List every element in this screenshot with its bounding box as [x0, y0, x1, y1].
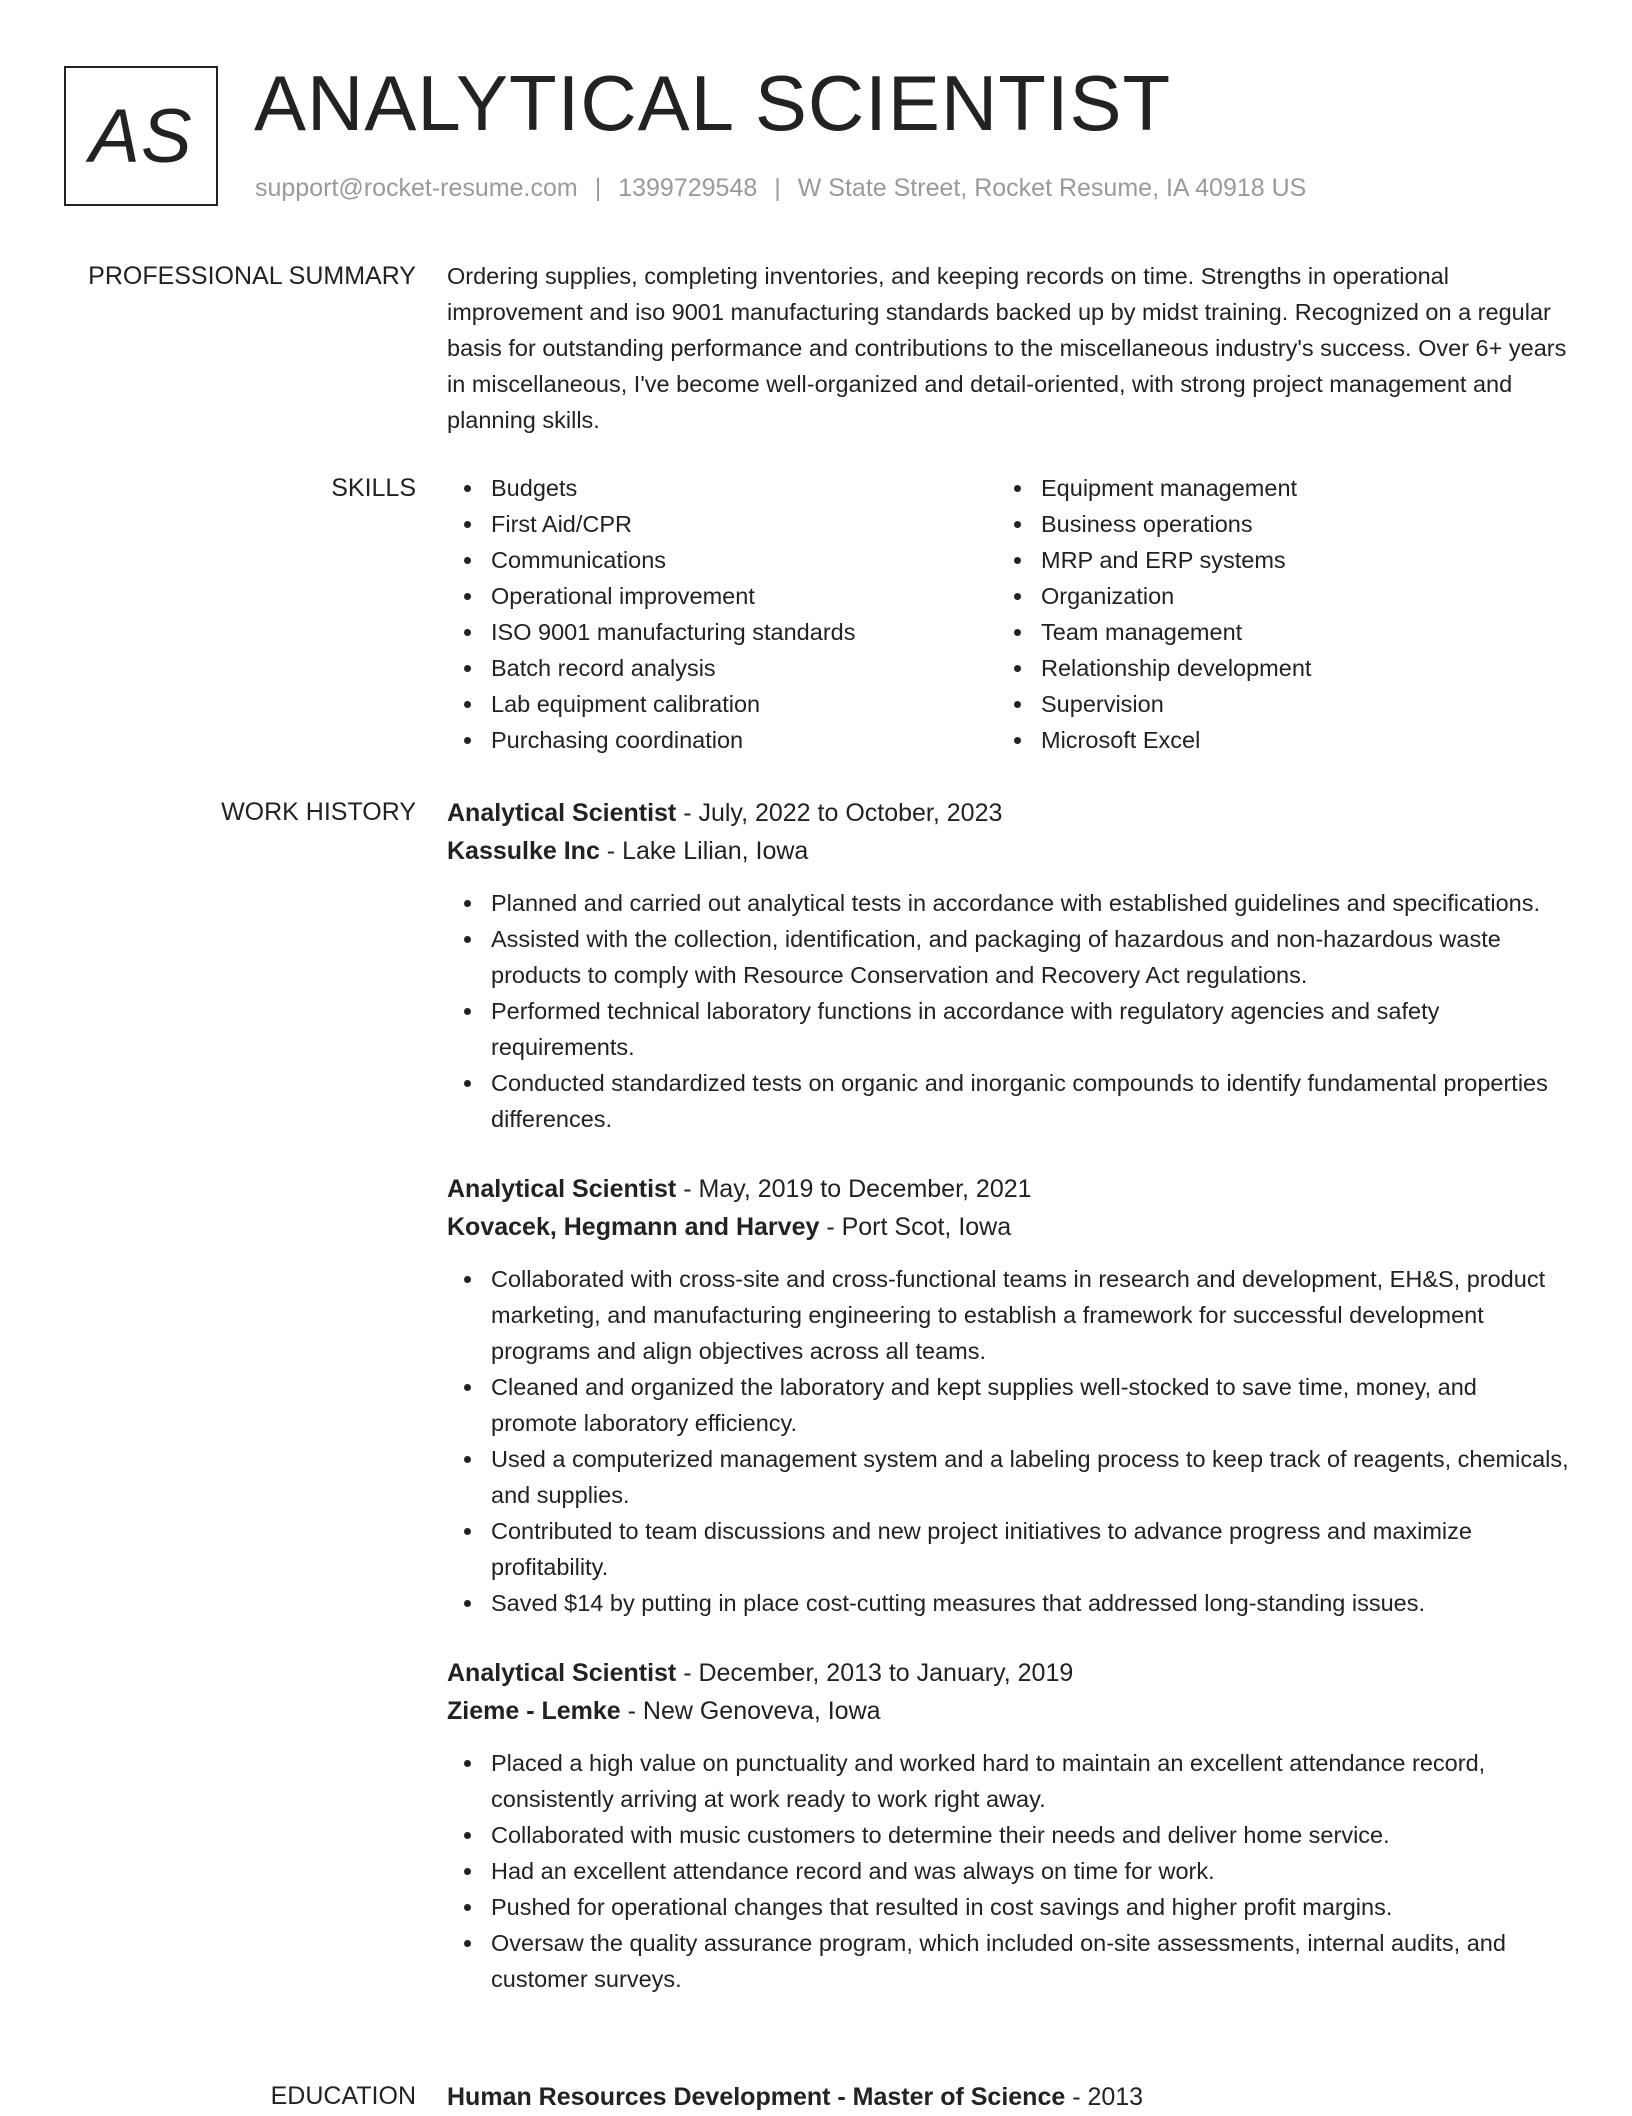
job-bullet: Planned and carried out analytical tests in accordance with established guidelines and specifications.: [447, 885, 1569, 921]
skills-heading: SKILLS: [331, 474, 416, 502]
job-company-line: [447, 1208, 1569, 1246]
skill-item: MRP and ERP systems: [997, 542, 1547, 578]
skill-item: Organization: [997, 578, 1547, 614]
job-bullet: Oversaw the quality assurance program, which included on-site assessments, internal audits, and customer surveys.: [447, 1925, 1569, 1997]
education-year: - 2013: [1065, 2083, 1144, 2111]
job-title: Analytical Scientist: [447, 799, 677, 827]
job-location: - Lake Lilian, Iowa: [599, 837, 809, 865]
skills-list-left: [447, 470, 997, 758]
job-entry: [447, 1170, 1569, 1621]
job-bullet: Cleaned and organized the laboratory and kept supplies well-stocked to save time, money, and promote laboratory efficiency.: [447, 1369, 1569, 1441]
job-bullets: [447, 1745, 1569, 1997]
summary-body: [447, 258, 1569, 438]
skill-item: Supervision: [997, 686, 1547, 722]
skill-item: First Aid/CPR: [447, 506, 997, 542]
skills-list-right: [997, 470, 1547, 758]
job-company: Kovacek, Hegmann and Harvey: [447, 1213, 820, 1241]
skill-item: Communications: [447, 542, 997, 578]
job-company: Kassulke Inc: [447, 837, 600, 865]
job-bullet: Contributed to team discussions and new project initiatives to advance progress and maximize profitability.: [447, 1513, 1569, 1585]
skill-item: Budgets: [447, 470, 997, 506]
job-title-line: [447, 1170, 1569, 1208]
job-bullet: Pushed for operational changes that resulted in cost savings and higher profit margins.: [447, 1889, 1569, 1925]
job-bullet: Collaborated with music customers to determine their needs and deliver home service.: [447, 1817, 1569, 1853]
job-bullets: [447, 1261, 1569, 1621]
resume-title: ANALYTICAL SCIENTIST: [254, 59, 1172, 147]
job-company: Zieme - Lemke: [447, 1697, 621, 1725]
job-bullet: Assisted with the collection, identification, and packaging of hazardous and non-hazardous waste products to comply with Resource Conservation and Recovery Act regulations.: [447, 921, 1569, 993]
contact-line: [255, 174, 1306, 203]
job-company-line: [447, 1692, 1569, 1730]
education-degree: Human Resources Development - Master of Science: [447, 2083, 1066, 2111]
contact-separator: |: [594, 174, 602, 202]
skill-item: Batch record analysis: [447, 650, 997, 686]
job-location: - New Genoveva, Iowa: [620, 1697, 881, 1725]
skill-item: Purchasing coordination: [447, 722, 997, 758]
contact-address: W State Street, Rocket Resume, IA 40918 US: [797, 174, 1307, 202]
contact-phone: 1399729548: [618, 174, 758, 202]
job-bullet: Saved $14 by putting in place cost-cutting measures that addressed long-standing issues.: [447, 1585, 1569, 1621]
job-title: Analytical Scientist: [447, 1175, 677, 1203]
work-history-heading: WORK HISTORY: [221, 798, 416, 826]
contact-email: support@rocket-resume.com: [255, 174, 578, 202]
job-entry: [447, 1654, 1569, 1997]
job-bullet: Used a computerized management system and a labeling process to keep track of reagents, chemicals, and supplies.: [447, 1441, 1569, 1513]
skill-item: Team management: [997, 614, 1547, 650]
job-dates: - May, 2019 to December, 2021: [676, 1175, 1032, 1203]
initials-monogram: AS: [64, 66, 218, 206]
contact-separator: |: [774, 174, 781, 202]
job-dates: - December, 2013 to January, 2019: [676, 1659, 1074, 1687]
job-title-line: [447, 794, 1569, 832]
skill-item: Business operations: [997, 506, 1547, 542]
education-body: [447, 2078, 1569, 2116]
job-dates: - July, 2022 to October, 2023: [676, 799, 1003, 827]
job-entry: [447, 794, 1569, 1137]
skill-item: ISO 9001 manufacturing standards: [447, 614, 997, 650]
job-bullet: Had an excellent attendance record and was always on time for work.: [447, 1853, 1569, 1889]
education-line: [447, 2078, 1569, 2116]
job-bullet: Conducted standardized tests on organic and inorganic compounds to identify fundamental properties differences.: [447, 1065, 1569, 1137]
job-location: - Port Scot, Iowa: [819, 1213, 1012, 1241]
job-title-line: [447, 1654, 1569, 1692]
job-title: Analytical Scientist: [447, 1659, 677, 1687]
summary-heading: PROFESSIONAL SUMMARY: [88, 262, 416, 290]
job-company-line: [447, 832, 1569, 870]
job-bullet: Collaborated with cross-site and cross-functional teams in research and development, EH&S, product marketing, and manufacturing engineering to establish a framework for successful development programs and align objectives across all teams.: [447, 1261, 1569, 1369]
skill-item: Operational improvement: [447, 578, 997, 614]
skill-item: Lab equipment calibration: [447, 686, 997, 722]
work-history-body: [447, 794, 1569, 2030]
skill-item: Relationship development: [997, 650, 1547, 686]
education-heading: EDUCATION: [270, 2082, 416, 2110]
summary-text: Ordering supplies, completing inventories, and keeping records on time. Strengths in operational improvement and iso 9001 manufacturing standards backed up by midst training. Recognized on a regular basis for outstanding performance and contributions to the miscellaneous industry's success. Over 6+ years in miscellaneous, I've become well-organized and detail-oriented, with strong project management and planning skills.: [447, 263, 1567, 433]
job-bullets: [447, 885, 1569, 1137]
skills-body: [447, 470, 1569, 758]
job-bullet: Placed a high value on punctuality and worked hard to maintain an excellent attendance record, consistently arriving at work ready to work right away.: [447, 1745, 1569, 1817]
skill-item: Equipment management: [997, 470, 1547, 506]
job-bullet: Performed technical laboratory functions in accordance with regulatory agencies and safety requirements.: [447, 993, 1569, 1065]
skill-item: Microsoft Excel: [997, 722, 1547, 758]
